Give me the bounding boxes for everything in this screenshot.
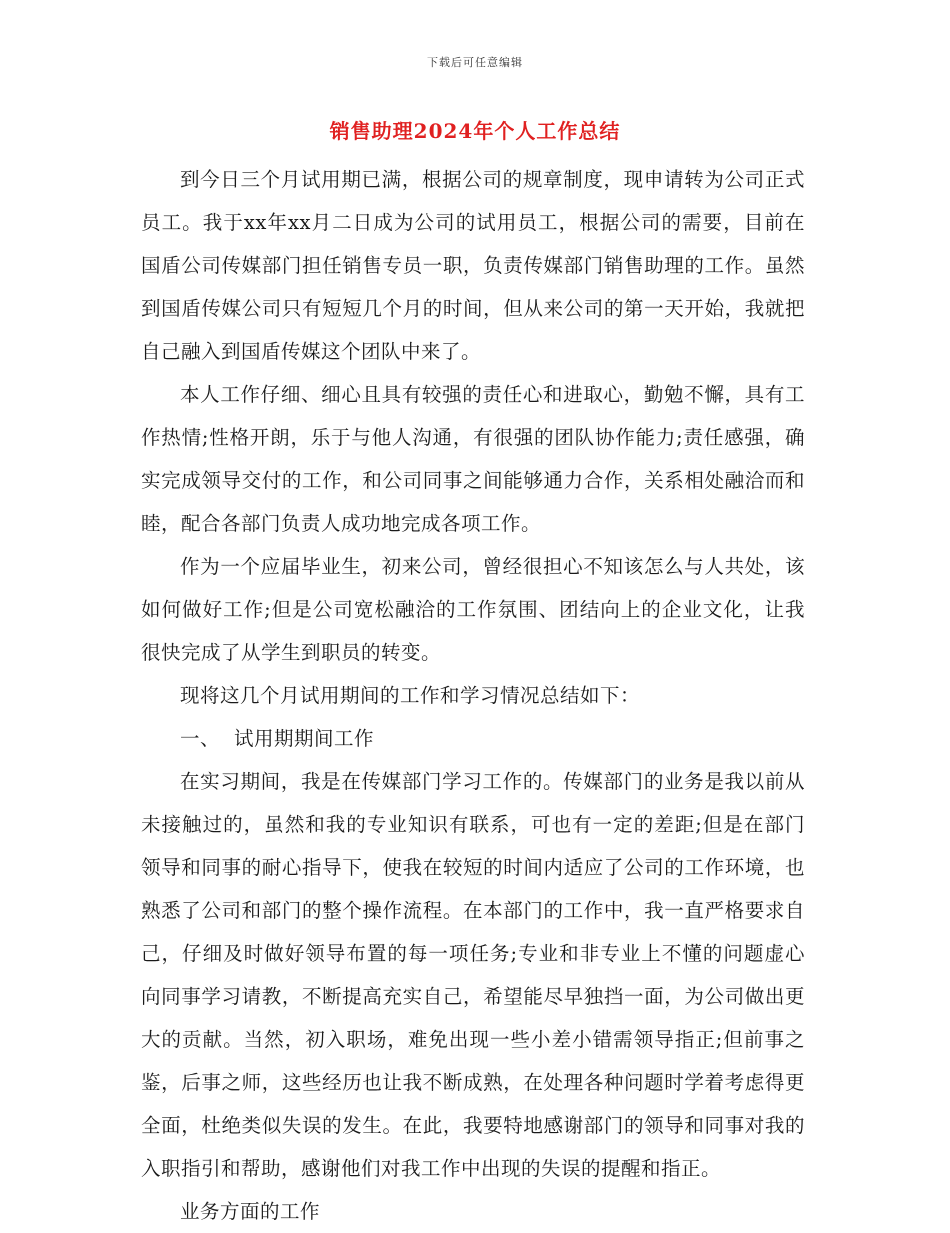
document-title: 销售助理2024年个人工作总结 [329, 119, 621, 143]
paragraph-qualities: 本人工作仔细、细心且具有较强的责任心和进取心，勤勉不懈，具有工作热情;性格开朗，乐于与他人沟通，有很强的团队协作能力;责任感强，确实完成领导交付的工作，和公司同事之间能够通力合作，关系相处融洽而和睦，配合各部门负责人成功地完成各项工作。 [141, 383, 805, 535]
paragraph-business-heading: 业务方面的工作 [180, 1200, 321, 1223]
paragraph-intro: 到今日三个月试用期已满，根据公司的规章制度，现申请转为公司正式员工。我于xx年xx月二日成为公司的试用员工，根据公司的需要，目前在国盾公司传媒部门担任销售专员一职，负责传媒部门销售助理的工作。虽然到国盾传媒公司只有短短几个月的时间，但从来公司的第一天开始，我就把自己融入到国盾传媒这个团队中来了。 [141, 168, 805, 363]
header-note: 下载后可任意编辑 [427, 56, 523, 69]
paragraph-summary-intro: 现将这几个月试用期间的工作和学习情况总结如下： [180, 684, 641, 707]
paragraph-internship: 在实习期间，我是在传媒部门学习工作的。传媒部门的业务是我以前从未接触过的，虽然和我的专业知识有联系，可也有一定的差距;但是在部门领导和同事的耐心指导下，使我在较短的时间内适应了公司的工作环境，也熟悉了公司和部门的整个操作流程。在本部门的工作中，我一直严格要求自己，仔细及时做好领导布置的每一项任务;专业和非专业上不懂的问题虚心向同事学习请教，不断提高充实自己，希望能尽早独挡一面，为公司做出更大的贡献。当然，初入职场，难免出现一些小差小错需领导指正;但前事之鉴，后事之师，这些经历也让我不断成熟，在处理各种问题时学着考虑得更全面，杜绝类似失误的发生。在此，我要特地感谢部门的领导和同事对我的入职指引和帮助，感谢他们对我工作中出现的失误的提醒和指正。 [141, 770, 805, 1180]
section-heading-text: 试用期期间工作 [234, 727, 375, 750]
section-number: 一、 [180, 727, 221, 750]
paragraph-graduate: 作为一个应届毕业生，初来公司，曾经很担心不知该怎么与人共处，该如何做好工作;但是公司宽松融洽的工作氛围、团结向上的企业文化，让我很快完成了从学生到职员的转变。 [141, 555, 805, 664]
document-body [141, 158, 805, 1233]
section-heading [141, 717, 805, 760]
